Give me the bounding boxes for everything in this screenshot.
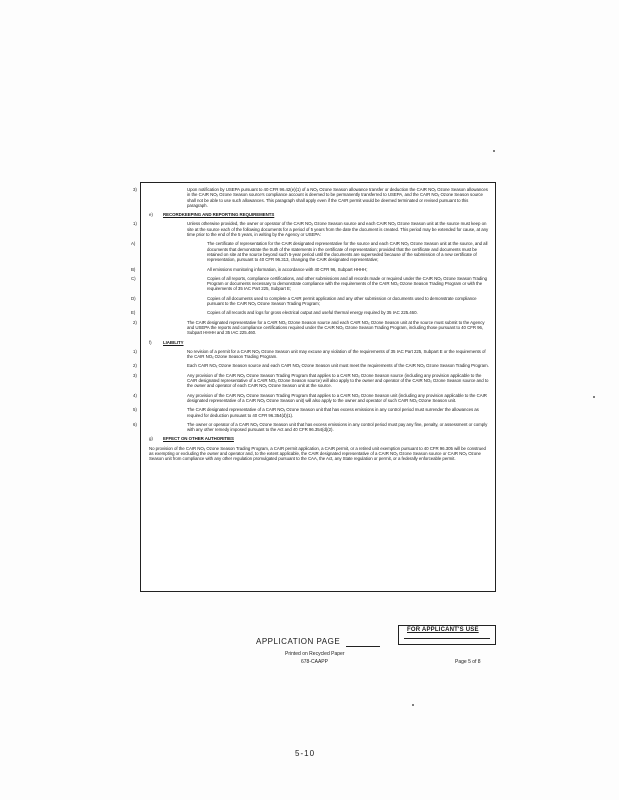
bottom-page-number: 5-10 (295, 749, 316, 758)
list-item (133, 319, 489, 336)
item-label: E) (131, 310, 136, 316)
page-number: Page 5 of 8 (455, 659, 481, 665)
list-item (133, 187, 489, 208)
item-text: Unless otherwise provided, the owner or operator of the CAIR NOₓ Ozone Season source and each CAIR NOₓ Ozone Season unit at the source must keep on site at the source each of the following documents for a period of 5 years from the date the document is created. This period may be extended for cause, at any time prior to the end of the 5 years, in writing by the Agency or USEPA: (187, 221, 489, 238)
item-label: 3) (133, 187, 137, 192)
item-label: f) (149, 339, 152, 345)
application-page-title: APPLICATION PAGE (256, 637, 341, 646)
item-text: All emissions monitoring information, in accordance with 40 CFR 96, Subpart HHHH; (207, 266, 368, 272)
item-label: C) (131, 275, 136, 281)
scan-speck (412, 704, 414, 706)
list-item (131, 275, 489, 292)
section-heading-row (149, 436, 489, 441)
paragraph-text: No provision of the CAIR NOₓ Ozone Season Trading Program, a CAIR permit application, a CAIR permit, or a retired unit exemption pursuant to 40 CFR 96.305 will be construed as exempting or excluding the owner and operator and, to the extent applicable, the CAIR designated representative of a CAIR NOₓ Ozone Season source or CAIR NOₓ Ozone Season unit from compliance with any other regulation promulgated pursuant to the CAA, the Act, any State regulation or permit, or a federally enforceable permit. (149, 445, 486, 462)
list-item (133, 348, 489, 360)
applicant-use-line (404, 638, 490, 639)
application-page-blank-line (346, 646, 380, 647)
item-label: B) (131, 266, 136, 272)
recycled-paper-note: Printed on Recycled Paper (285, 651, 345, 657)
item-text: Copies of all reports, compliance certifications, and other submissions and all records made or required under the CAIR NOₓ Ozone Season Trading Program or documents necessary to demonstrate compliance with the requirements of the CAIR NOₓ Ozone Season Trading Program or with the requirements of 35 IAC Part 225, Subpart E; (207, 275, 488, 292)
list-item (133, 392, 489, 404)
section-heading-row (149, 212, 489, 217)
item-text: The CAIR designated representative for a CAIR NOₓ Ozone Season source and each CAIR NOₓ Ozone Season unit at the source must submit to the Agency and USEPA the reports and compliance certifications required under the CAIR NOₓ Ozone Season Trading Program, including those pursuant to 40 CFR 96, Subpart HHHH and 35 IAC 225.460. (187, 319, 485, 336)
section-heading: LIABILITY (163, 339, 184, 345)
list-item (133, 421, 489, 433)
list-item (131, 266, 489, 272)
list-item (131, 310, 489, 316)
section-paragraph (149, 446, 489, 462)
item-text: Upon notification by USEPA pursuant to 40 CFR 96.42(e)(1) of a NOₓ Ozone Season allowance transfer or deduction the CAIR NOₓ Ozone Season allowances in the CAIR NOₓ Ozone Season source's compliance account is deemed to be permanently transferred to USEPA, and the CAIR NOₓ Ozone Season source shall not be able to use such allowances. This paragraph shall apply even if the CAIR permit would be deemed terminated or revised pursuant to this paragraph. (187, 187, 488, 208)
list-item (133, 372, 489, 389)
item-label: 6) (133, 421, 137, 427)
form-sheet (131, 182, 496, 592)
item-label: 1) (133, 348, 137, 354)
item-label: 2) (133, 363, 137, 369)
item-text: The CAIR designated representative of a CAIR NOₓ Ozone Season unit that has excess emissions in any control period must surrender the allowances as required for deduction pursuant to 40 CFR 96.354(d)(1). (187, 407, 479, 418)
applicant-use-box (398, 625, 496, 645)
list-item (131, 295, 489, 307)
item-label: g) (149, 436, 153, 442)
item-text: Copies of all documents used to complete a CAIR permit application and any other submission or documents used to demonstrate compliance pursuant to the CAIR NOₓ Ozone Season Trading Program; (207, 295, 477, 307)
item-text: Any provision of the CAIR NOₓ Ozone Season Trading Program that applies to a CAIR NOₓ Ozone Season source (including any provision applicable to the CAIR designated representative of a CAIR NOₓ Ozone Season source) will also apply to the owner and operator of the CAIR NOₓ Ozone Season source and to the owner and operator of each CAIR NOₓ Ozone Season unit at the source. (187, 372, 489, 389)
list-item (131, 241, 489, 263)
item-label: 2) (133, 319, 137, 325)
item-text: Copies of all records and logs for gross electrical output and useful thermal energy required by 35 IAC 225.460. (207, 310, 418, 316)
item-text: No revision of a permit for a CAIR NOₓ Ozone Season unit may excuse any violation of the requirements of 35 IAC Part 225, Subpart E or the requirements of the CAIR NOₓ Ozone Season Trading Program. (187, 348, 486, 360)
list-item (133, 407, 489, 418)
section-heading: RECORDKEEPING AND REPORTING REQUIREMENTS (163, 212, 275, 218)
item-label: D) (131, 295, 136, 301)
item-text: The owner or operator of a CAIR NOₓ Ozone Season unit that has excess emissions in any control period must pay any fine, penalty, or assessment or comply with any other remedy imposed pursuant to the Act and 40 CFR 96.354(d)(2). (187, 421, 488, 433)
form-number: 678-CAAPP (301, 659, 328, 665)
item-label: 3) (133, 372, 137, 378)
item-label: 4) (133, 392, 137, 398)
item-label: e) (149, 212, 153, 218)
item-label: A) (131, 241, 136, 247)
item-text: Each CAIR NOₓ Ozone Season source and each CAIR NOₓ Ozone Season unit must meet the requirements of the CAIR NOₓ Ozone Season Trading Program. (187, 363, 489, 369)
section-heading-row (149, 340, 489, 345)
item-text: Any provision of the CAIR NOₓ Ozone Season Trading Program that applies to a CAIR NOₓ Ozone Season unit (including any provision applicable to the CAIR designated representative of a CAIR NOₓ Ozone Season unit) will also apply to the owner and operator of such CAIR NOₓ Ozone Season unit. (187, 392, 487, 403)
scan-speck (593, 396, 595, 398)
scan-speck (493, 150, 495, 152)
item-text: The certificate of representation for the CAIR designated representative for the source and each CAIR NOₓ Ozone Season unit at the source, and all documents that demonstrate the truth of the statements in the certificate of representation; provided that the certificate and documents must be retained on site at the source beyond such 5-year period until the documents are superseded because of the submission of a new certificate of representation, pursuant to 40 CFR 96.313, changing the CAIR designated representative; (207, 241, 488, 263)
item-label: 5) (133, 407, 137, 413)
section-heading: EFFECT ON OTHER AUTHORITIES (163, 436, 234, 442)
item-label: 1) (133, 221, 137, 227)
list-item (133, 363, 489, 369)
applicant-use-label: FOR APPLICANT'S USE (407, 627, 479, 633)
list-item (133, 221, 489, 238)
